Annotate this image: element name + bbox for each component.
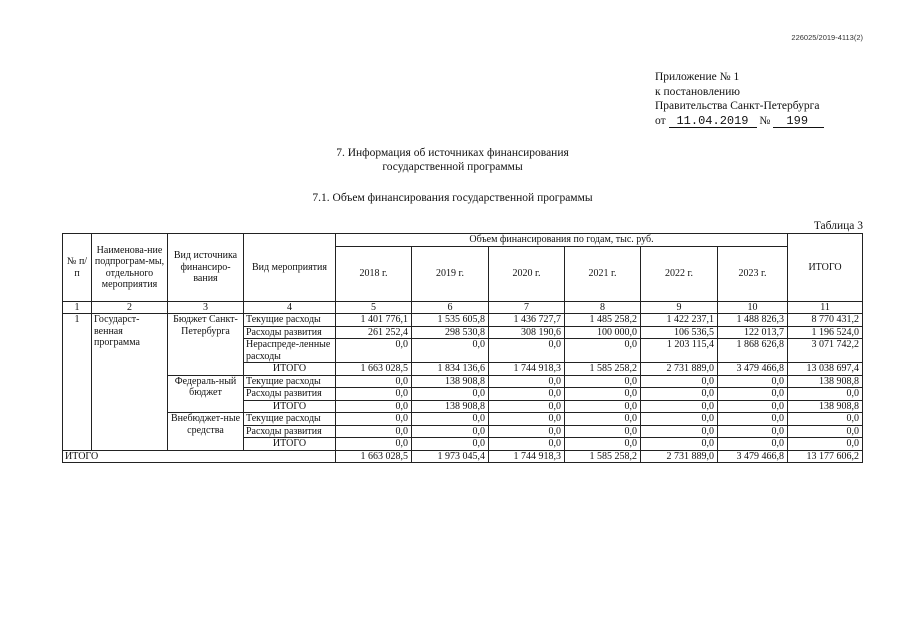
total-cell: 138 908,8	[788, 400, 863, 413]
total-cell: 0,0	[788, 413, 863, 426]
value-cell: 0,0	[412, 388, 489, 401]
column-index: 4	[244, 302, 336, 314]
header-year: 2019 г.	[412, 247, 489, 302]
subsection-title: 7.1. Объем финансирования государственной программы	[312, 192, 593, 204]
event-type: Расходы развития	[244, 326, 336, 339]
value-cell: 1 868 626,8	[718, 339, 788, 363]
value-cell: 0,0	[336, 339, 412, 363]
header-volume: Объем финансирования по годам, тыс. руб.	[336, 234, 788, 247]
value-cell: 1 973 045,4	[412, 450, 489, 463]
event-type: Расходы развития	[244, 388, 336, 401]
value-cell: 1 663 028,5	[336, 363, 412, 376]
total-cell: 13 038 697,4	[788, 363, 863, 376]
column-index: 5	[336, 302, 412, 314]
source-name: Бюджет Санкт-Петербурга	[168, 314, 244, 376]
column-index: 7	[489, 302, 565, 314]
total-cell: 1 196 524,0	[788, 326, 863, 339]
value-cell: 0,0	[565, 388, 641, 401]
event-type: ИТОГО	[244, 438, 336, 451]
event-type: ИТОГО	[244, 400, 336, 413]
column-index: 3	[168, 302, 244, 314]
value-cell: 0,0	[718, 413, 788, 426]
section-title-line-1: 7. Информация об источниках финансирования	[336, 147, 569, 159]
event-type: Текущие расходы	[244, 375, 336, 388]
value-cell: 0,0	[489, 388, 565, 401]
header-source: Вид источника финансиро-вания	[168, 234, 244, 302]
value-cell: 261 252,4	[336, 326, 412, 339]
value-cell: 0,0	[565, 413, 641, 426]
value-cell: 298 530,8	[412, 326, 489, 339]
value-cell: 0,0	[489, 339, 565, 363]
appendix-date-line	[655, 114, 824, 129]
value-cell: 308 190,6	[489, 326, 565, 339]
value-cell: 1 663 028,5	[336, 450, 412, 463]
table-label: Таблица 3	[813, 220, 863, 232]
appendix-line-3: Правительства Санкт-Петербурга	[655, 100, 820, 112]
value-cell: 122 013,7	[718, 326, 788, 339]
value-cell: 1 535 605,8	[412, 314, 489, 327]
value-cell: 1 422 237,1	[641, 314, 718, 327]
grand-total-label: ИТОГО	[63, 450, 336, 463]
value-cell: 0,0	[718, 438, 788, 451]
financing-table	[62, 233, 863, 463]
value-cell: 0,0	[641, 375, 718, 388]
value-cell: 0,0	[489, 375, 565, 388]
value-cell: 1 585 258,2	[565, 450, 641, 463]
value-cell: 1 744 918,3	[489, 450, 565, 463]
source-name: Внебюджет-ные средства	[168, 413, 244, 451]
document-id: 226025/2019-4113(2)	[791, 33, 863, 42]
grand-total-row	[63, 450, 863, 463]
value-cell: 0,0	[336, 425, 412, 438]
column-index: 1	[63, 302, 92, 314]
header-year: 2018 г.	[336, 247, 412, 302]
value-cell: 0,0	[565, 438, 641, 451]
value-cell: 100 000,0	[565, 326, 641, 339]
value-cell: 1 485 258,2	[565, 314, 641, 327]
value-cell: 0,0	[336, 388, 412, 401]
value-cell: 138 908,8	[412, 375, 489, 388]
table-row	[63, 375, 863, 388]
column-index: 9	[641, 302, 718, 314]
value-cell: 0,0	[641, 425, 718, 438]
appendix-line-1: Приложение № 1	[655, 71, 740, 83]
value-cell: 0,0	[641, 388, 718, 401]
event-type: Текущие расходы	[244, 314, 336, 327]
value-cell: 1 744 918,3	[489, 363, 565, 376]
value-cell: 0,0	[489, 400, 565, 413]
value-cell: 3 479 466,8	[718, 363, 788, 376]
header-year: 2020 г.	[489, 247, 565, 302]
header-name: Наименова-ние подпрограм-мы, отдельного мероприятия	[92, 234, 168, 302]
column-index: 11	[788, 302, 863, 314]
column-index: 2	[92, 302, 168, 314]
value-cell: 1 436 727,7	[489, 314, 565, 327]
appendix-block	[655, 70, 824, 128]
event-type: Нераспреде-ленные расходы	[244, 339, 336, 363]
value-cell: 0,0	[565, 339, 641, 363]
value-cell: 0,0	[489, 425, 565, 438]
total-cell: 3 071 742,2	[788, 339, 863, 363]
source-name: Федераль-ный бюджет	[168, 375, 244, 413]
header-year: 2021 г.	[565, 247, 641, 302]
section-title	[0, 146, 905, 174]
table-row	[63, 413, 863, 426]
total-cell: 13 177 606,2	[788, 450, 863, 463]
resolution-date: 11.04.2019	[669, 115, 757, 128]
header-num: № п/п	[63, 234, 92, 302]
value-cell: 1 488 826,3	[718, 314, 788, 327]
value-cell: 1 401 776,1	[336, 314, 412, 327]
value-cell: 0,0	[489, 413, 565, 426]
table-row	[63, 314, 863, 327]
value-cell: 2 731 889,0	[641, 363, 718, 376]
event-type: ИТОГО	[244, 363, 336, 376]
value-cell: 0,0	[641, 438, 718, 451]
header-total: ИТОГО	[788, 234, 863, 302]
total-cell: 8 770 431,2	[788, 314, 863, 327]
total-cell: 0,0	[788, 425, 863, 438]
value-cell: 1 203 115,4	[641, 339, 718, 363]
row-number: 1	[63, 314, 92, 451]
value-cell: 138 908,8	[412, 400, 489, 413]
value-cell: 0,0	[565, 425, 641, 438]
section-title-line-2: государственной программы	[382, 161, 523, 173]
value-cell: 0,0	[412, 438, 489, 451]
value-cell: 3 479 466,8	[718, 450, 788, 463]
value-cell: 0,0	[412, 413, 489, 426]
resolution-number: 199	[773, 115, 824, 128]
value-cell: 0,0	[336, 400, 412, 413]
value-cell: 0,0	[336, 375, 412, 388]
value-cell: 0,0	[718, 388, 788, 401]
from-label: от	[655, 114, 666, 127]
event-type: Расходы развития	[244, 425, 336, 438]
value-cell: 0,0	[412, 425, 489, 438]
number-label: №	[759, 114, 771, 127]
value-cell: 0,0	[412, 339, 489, 363]
column-index: 6	[412, 302, 489, 314]
value-cell: 0,0	[718, 400, 788, 413]
program-name: Государст-венная программа	[92, 314, 168, 451]
value-cell: 0,0	[336, 438, 412, 451]
header-event: Вид мероприятия	[244, 234, 336, 302]
value-cell: 1 834 136,6	[412, 363, 489, 376]
column-index-row	[63, 302, 863, 314]
total-cell: 0,0	[788, 388, 863, 401]
value-cell: 0,0	[565, 400, 641, 413]
value-cell: 0,0	[718, 425, 788, 438]
total-cell: 138 908,8	[788, 375, 863, 388]
header-year: 2023 г.	[718, 247, 788, 302]
value-cell: 2 731 889,0	[641, 450, 718, 463]
event-type: Текущие расходы	[244, 413, 336, 426]
header-row-1	[63, 234, 863, 247]
header-year: 2022 г.	[641, 247, 718, 302]
column-index: 8	[565, 302, 641, 314]
value-cell: 0,0	[489, 438, 565, 451]
value-cell: 1 585 258,2	[565, 363, 641, 376]
value-cell: 0,0	[641, 413, 718, 426]
column-index: 10	[718, 302, 788, 314]
total-cell: 0,0	[788, 438, 863, 451]
value-cell: 0,0	[641, 400, 718, 413]
value-cell: 0,0	[718, 375, 788, 388]
value-cell: 0,0	[565, 375, 641, 388]
appendix-line-2: к постановлению	[655, 85, 740, 98]
value-cell: 106 536,5	[641, 326, 718, 339]
value-cell: 0,0	[336, 413, 412, 426]
